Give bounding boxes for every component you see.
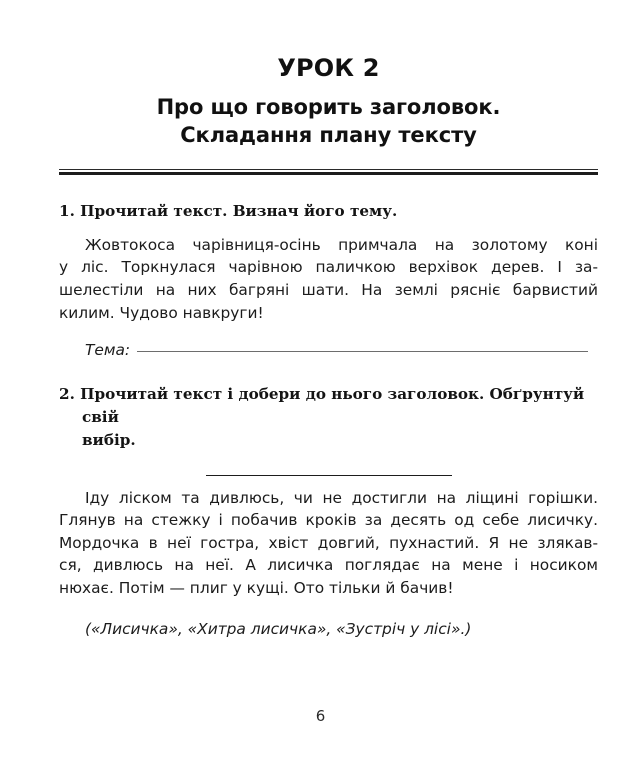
passage-line-text: Жовтокоса чарівниця-осінь примчала на золотому коні — [85, 235, 598, 254]
lesson-title: УРОК 2 — [277, 54, 380, 82]
exercise-2-title-variants: («Лисичка», «Хитра лисичка», «Зустріч у лісі».) — [85, 619, 472, 638]
passage-line: нюхає. Потім — плиг у кущі. Ото тільки й бачив! — [59, 579, 454, 598]
lesson-subtitle-line-1: Про що говорить заголовок. — [156, 95, 501, 120]
lesson-subtitle-line-2: Складання плану тексту — [180, 122, 477, 147]
passage-line-text: Іду ліском та дивлюсь, чи не достигли на ліщині горішки. — [85, 488, 598, 507]
tema-label: Тема: — [85, 341, 131, 360]
passage-line: Глянув на стежку і побачив кроків за десять од себе лисичку. — [59, 511, 598, 530]
exercise-2-passage — [59, 487, 598, 600]
header-divider — [59, 169, 598, 176]
lesson-subtitle — [59, 94, 598, 149]
tema-fill-row[interactable] — [59, 341, 598, 359]
passage-line: килим. Чудово навкруги! — [59, 303, 264, 322]
divider-thin-line — [59, 169, 598, 170]
passage-line — [59, 234, 598, 257]
exercise-2-number: 2. — [59, 385, 75, 404]
exercise-1-number: 1. — [59, 201, 75, 220]
passage-line: Мордочка в неї гостра, хвіст довгий, пухнастий. Я не злякав- — [59, 533, 598, 552]
exercise-1-passage — [59, 234, 598, 325]
passage-line: шелестіли на них багряні шати. На землі рясніє барвистий — [59, 281, 598, 299]
divider-thick-line — [59, 172, 598, 175]
passage-line — [59, 487, 598, 510]
title-blank-row[interactable] — [59, 475, 598, 476]
exercise-2-heading — [59, 383, 598, 452]
page-number: 6 — [315, 707, 326, 725]
exercise-1-heading-text: Прочитай текст. Визнач його тему. — [80, 201, 398, 220]
exercise-2-heading-text-line-2: вибір. — [82, 431, 136, 450]
exercise-1-heading — [59, 200, 598, 223]
passage-line: ся, дивлюсь на неї. А лисичка поглядає на мене і носиком — [59, 556, 598, 575]
exercise-1 — [59, 200, 598, 360]
page-content — [59, 0, 598, 640]
exercise-2 — [59, 383, 598, 640]
tema-answer-line[interactable] — [137, 351, 588, 352]
page-header — [59, 0, 598, 150]
exercise-2-heading-text-line-1: Прочитай текст і добери до нього заголовок. Обґрунтуй свій — [80, 385, 585, 427]
passage-line: у ліс. Торкнулася чарівною паличкою верхівок дерев. І за- — [59, 258, 598, 277]
title-answer-line[interactable] — [206, 475, 452, 476]
